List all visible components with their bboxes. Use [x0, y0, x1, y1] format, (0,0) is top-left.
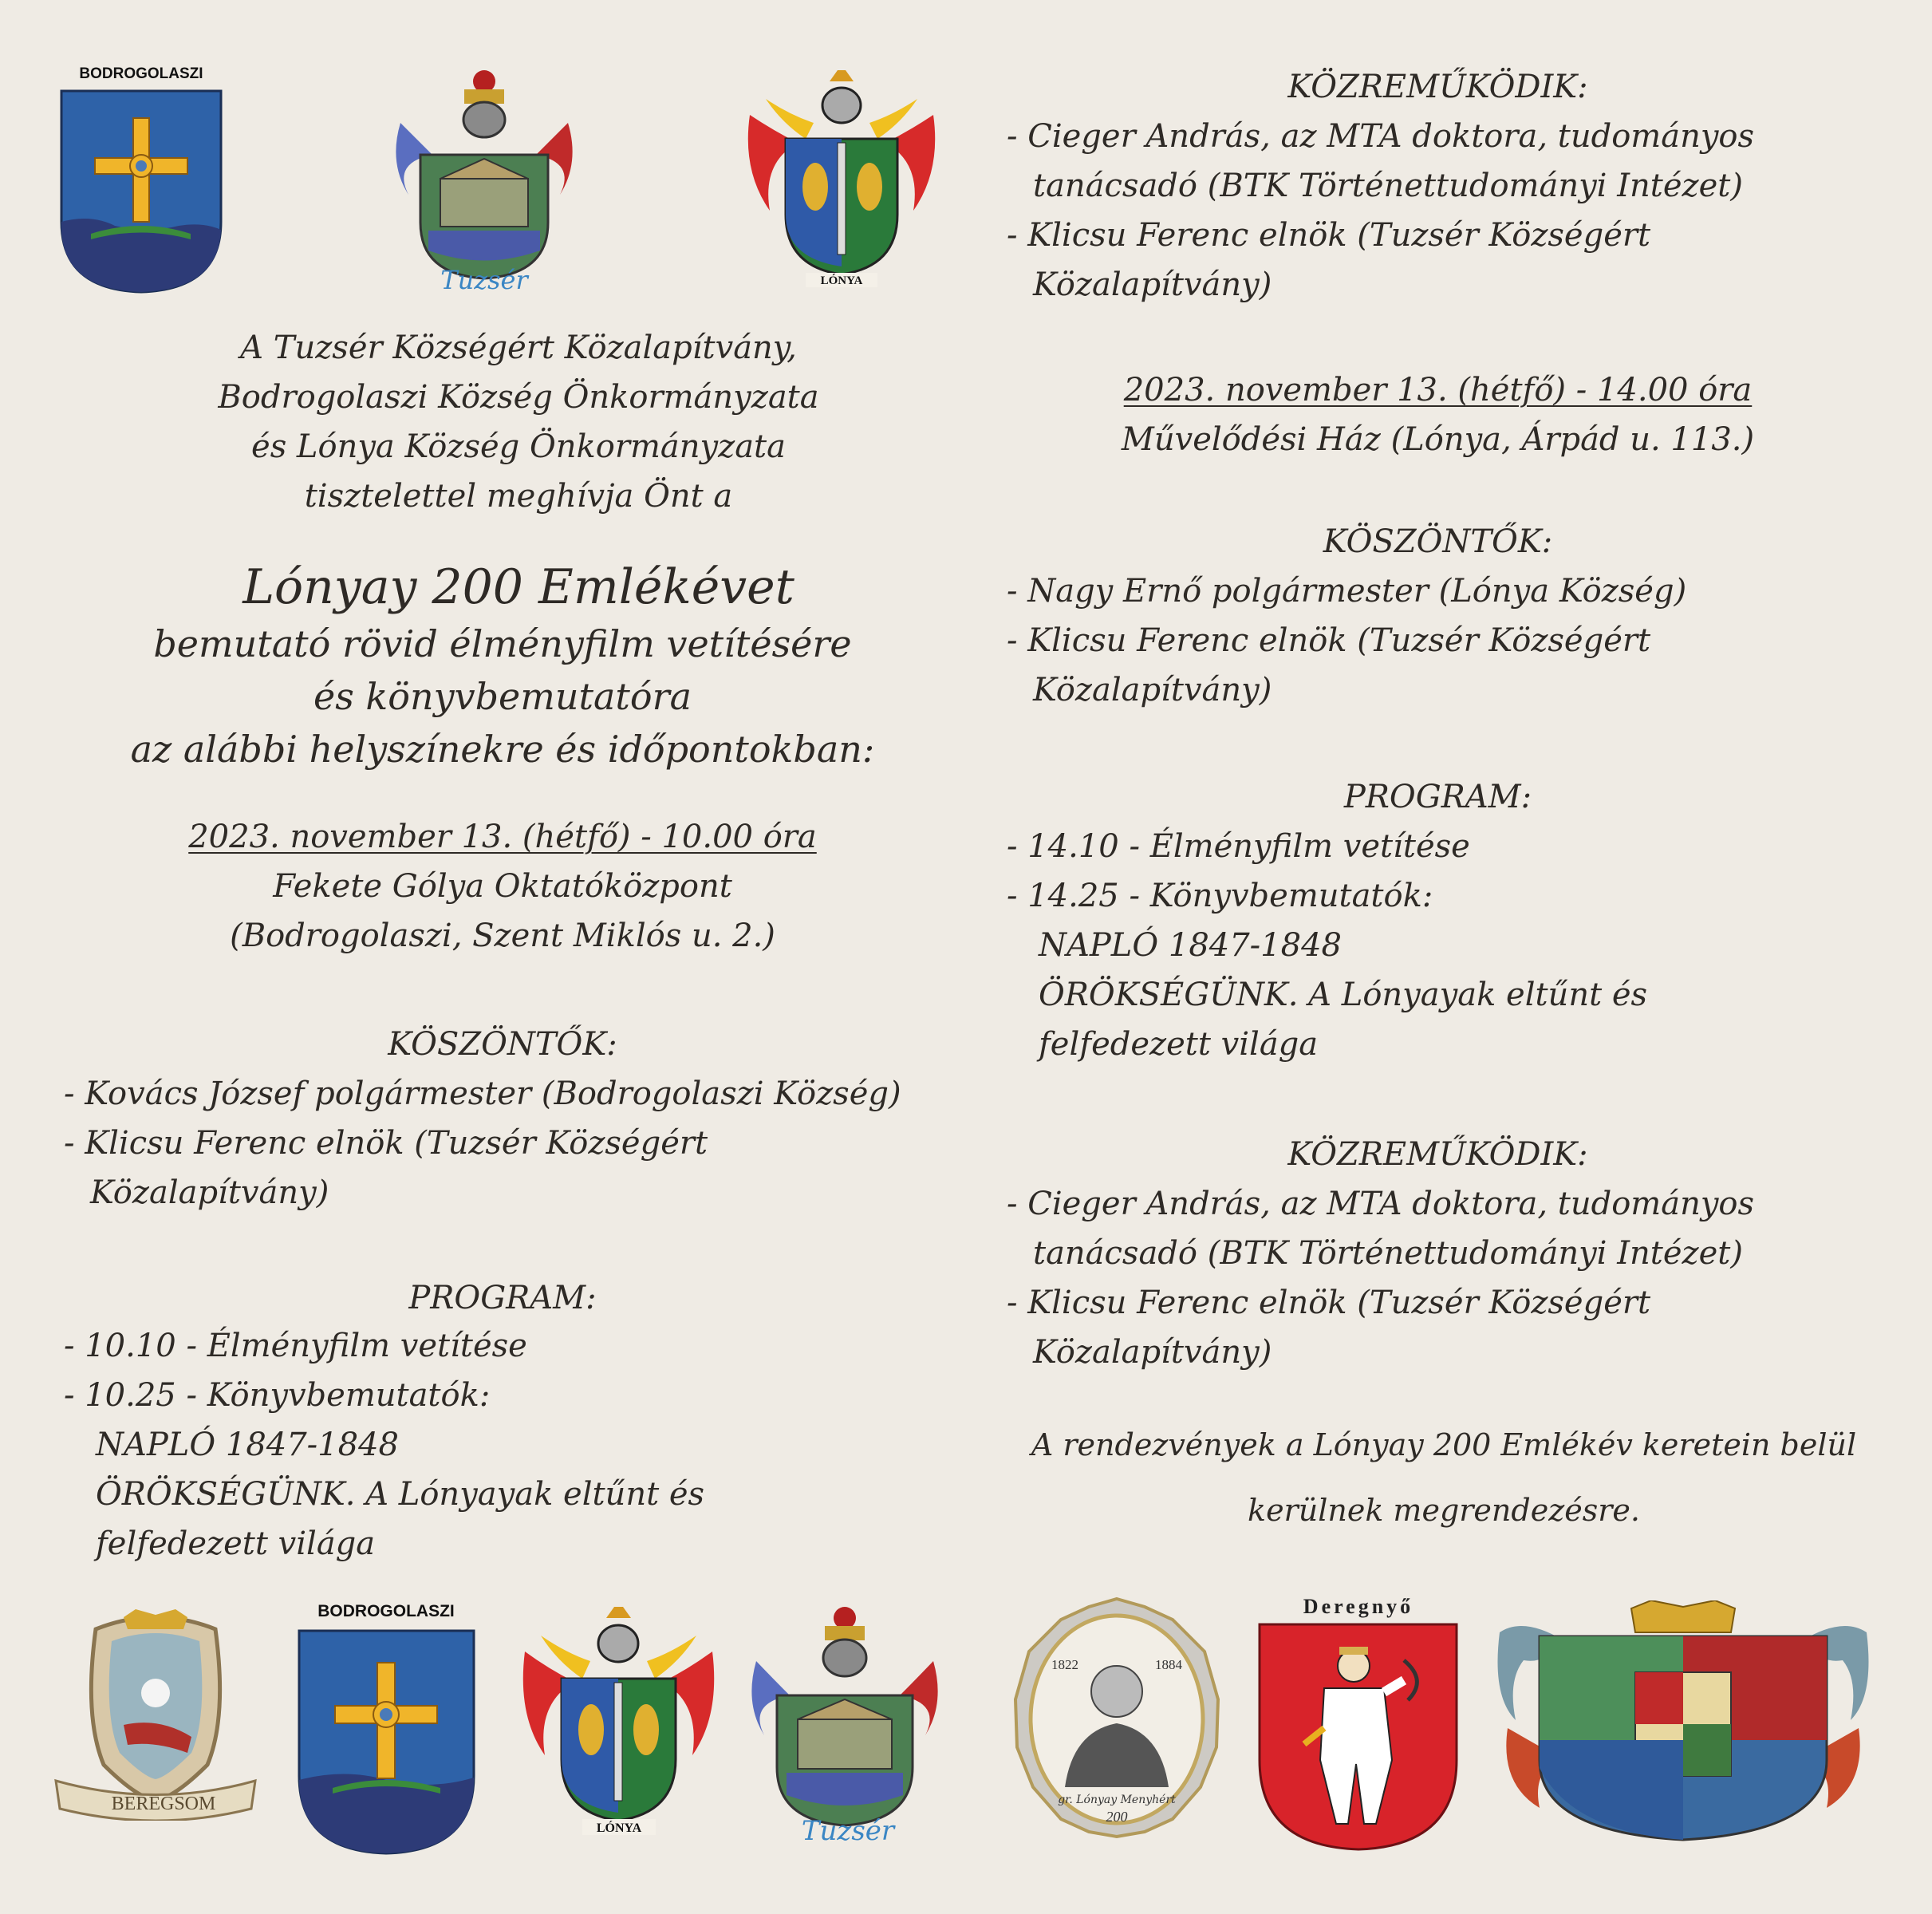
event2-contrib — [1007, 1179, 1754, 1377]
county-crest — [1492, 1600, 1875, 1844]
subtitle-line: bemutató rövid élményfilm vetítésére — [153, 622, 852, 665]
subtitle-line: és könyvbemutatóra — [313, 675, 692, 718]
event2-header — [1005, 365, 1871, 464]
event-title: Lónyay 200 Emlékévet — [242, 559, 794, 615]
event2-program — [1007, 822, 1647, 1069]
contrib-line: tanácsadó (BTK Történettudományi Intézet) — [1033, 168, 1743, 204]
event1-venue: Fekete Gólya Oktatóközpont — [273, 868, 732, 905]
event2-program-heading: PROGRAM: — [1343, 779, 1532, 815]
beregsom-label: BEREGSOM — [111, 1794, 216, 1814]
intro-line: A Tuzsér Községért Közalapítvány, — [240, 330, 797, 366]
program-line: - 14.25 - Könyvbemutatók: — [1007, 878, 1433, 914]
program-line: - 10.25 - Könyvbemutatók: — [64, 1377, 491, 1414]
event2-contrib-heading: KÖZREMŰKÖDIK: — [1287, 1136, 1588, 1173]
closing-line: A rendezvények a Lónyay 200 Emlékév keretein belül — [1031, 1427, 1857, 1462]
greeting-line: - Kovács József polgármester (Bodrogolaszi Község) — [64, 1075, 901, 1112]
portrait-year-left: 1822 — [1051, 1657, 1078, 1672]
lonyay-portrait-medallion — [1009, 1596, 1224, 1839]
event2-venue: Művelődési Ház (Lónya, Árpád u. 113.) — [1121, 421, 1755, 458]
portrait-year-right: 1884 — [1155, 1657, 1182, 1672]
intro-line: és Lónya Község Önkormányzata — [251, 428, 786, 465]
tuzser-crest-top — [384, 67, 584, 298]
event1-contrib-heading: KÖZREMŰKÖDIK: — [1287, 69, 1588, 105]
bodrogolaszi-crest-top — [59, 62, 223, 294]
portrait-name: gr. Lónyay Menyhért — [1058, 1794, 1176, 1806]
book-line: ÖRÖKSÉGÜNK. A Lónyayak eltűnt és — [96, 1476, 705, 1513]
contrib-line: - Klicsu Ferenc elnök (Tuzsér Községért — [1007, 217, 1651, 254]
deregnyo-label: Deregnyő — [1303, 1595, 1414, 1618]
intro-text — [0, 323, 1037, 521]
contrib-line: tanácsadó (BTK Történettudományi Intézet) — [1033, 1235, 1743, 1272]
event2-datetime: 2023. november 13. (hétfő) - 14.00 óra — [1123, 372, 1753, 408]
greeting-line: - Klicsu Ferenc elnök (Tuzsér Községért — [64, 1125, 708, 1162]
lonya-crest-bottom — [517, 1604, 720, 1843]
event1-program — [64, 1321, 704, 1569]
event1-datetime: 2023. november 13. (hétfő) - 10.00 óra — [188, 819, 817, 855]
bodrogolaszi-label: BODROGOLASZI — [79, 65, 203, 82]
event1-address: (Bodrogolaszi, Szent Miklós u. 2.) — [230, 918, 775, 954]
lonya-label: LÓNYA — [596, 1821, 642, 1835]
tuzser-label: Tuzsér — [801, 1815, 895, 1847]
deregnyo-crest — [1256, 1592, 1460, 1852]
event1-program-heading: PROGRAM: — [408, 1280, 597, 1316]
intro-line: Bodrogolaszi Község Önkormányzata — [218, 379, 819, 416]
event1-contrib — [1007, 112, 1754, 310]
beregsom-crest — [48, 1605, 263, 1821]
intro-line: tisztelettel meghívja Önt a — [304, 478, 733, 515]
lonya-crest-top — [742, 67, 941, 294]
greeting-line: - Klicsu Ferenc elnök (Tuzsér Községért — [1007, 622, 1651, 659]
subtitle-line: az alábbi helyszínekre és időpontokban: — [130, 728, 875, 771]
event-subtitle — [0, 618, 1005, 775]
contrib-line: Közalapítvány) — [1033, 266, 1272, 303]
contrib-line: - Klicsu Ferenc elnök (Tuzsér Községért — [1007, 1285, 1651, 1321]
tuzser-label: Tuzsér — [440, 265, 528, 295]
book-line: felfedezett világa — [96, 1525, 376, 1562]
event2-greetings — [1007, 566, 1686, 715]
book-line: felfedezett világa — [1039, 1026, 1319, 1063]
contrib-line: - Cieger András, az MTA doktora, tudományos — [1007, 118, 1755, 155]
greeting-line: Közalapítvány) — [90, 1174, 329, 1211]
event1-greetings — [64, 1069, 901, 1217]
program-line: - 14.10 - Élményfilm vetítése — [1007, 828, 1470, 865]
greeting-line: - Nagy Ernő polgármester (Lónya Község) — [1007, 573, 1687, 610]
lonya-label: LÓNYA — [820, 274, 863, 287]
event2-greetings-heading: KÖSZÖNTŐK: — [1323, 523, 1553, 560]
program-line: - 10.10 - Élményfilm vetítése — [64, 1328, 527, 1364]
bodrogolaszi-label: BODROGOLASZI — [317, 1602, 455, 1620]
book-line: ÖRÖKSÉGÜNK. A Lónyayak eltűnt és — [1039, 977, 1648, 1013]
event1-header — [0, 812, 1005, 961]
tuzser-crest-bottom — [740, 1604, 949, 1847]
bodrogolaszi-crest-bottom — [297, 1600, 476, 1856]
contrib-line: - Cieger András, az MTA doktora, tudományos — [1007, 1186, 1755, 1222]
contrib-line: Közalapítvány) — [1033, 1334, 1272, 1371]
portrait-number: 200 — [1106, 1809, 1128, 1825]
book-line: NAPLÓ 1847-1848 — [96, 1427, 399, 1463]
closing-line: kerülnek megrendezésre. — [1248, 1493, 1640, 1528]
greeting-line: Közalapítvány) — [1033, 672, 1272, 708]
closing-note — [1005, 1412, 1883, 1543]
book-line: NAPLÓ 1847-1848 — [1039, 927, 1342, 964]
event1-greetings-heading: KÖSZÖNTŐK: — [388, 1026, 617, 1063]
